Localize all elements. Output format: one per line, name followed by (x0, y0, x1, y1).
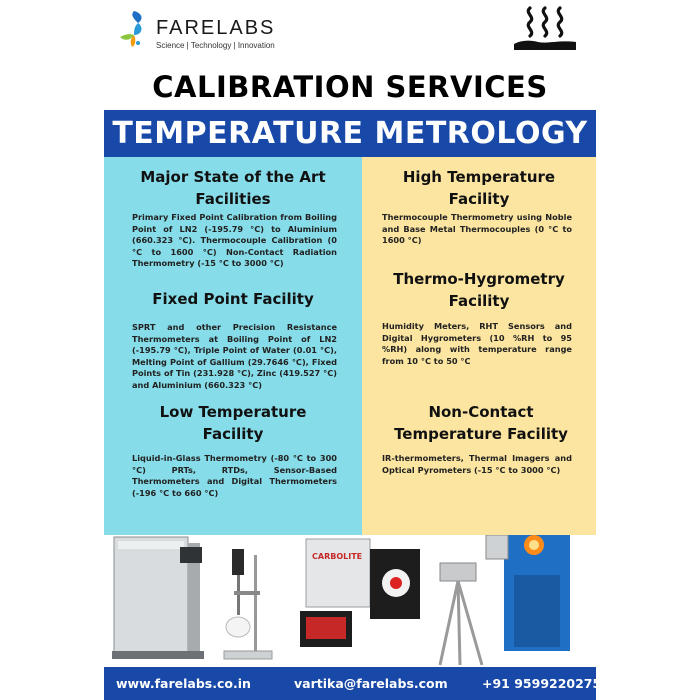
topic-banner: TEMPERATURE METROLOGY (104, 110, 596, 157)
stirrer-stand-image (224, 549, 272, 659)
section-body: Humidity Meters, RHT Sensors and Digital Hygrometers (10 %RH to 95 %RH) along with temperature range from 10 °C to 50 °C (382, 321, 572, 366)
farelabs-logo-icon (116, 9, 152, 49)
page-title: CALIBRATION SERVICES (152, 70, 548, 104)
section-body: IR-thermometers, Thermal Imagers and Optical Pyrometers (-15 °C to 3000 °C) (382, 453, 572, 475)
section-title: Thermo-Hygrometry Facility (393, 270, 565, 310)
section-title: Non-Contact Temperature Facility (394, 403, 568, 443)
carbolite-furnace-image (300, 539, 420, 647)
footer-bar (104, 667, 602, 700)
heat-surface-icon (512, 4, 578, 52)
brand-tagline: Science | Technology | Innovation (156, 41, 275, 50)
section-title: Major State of the Art Facilities (140, 168, 326, 208)
section-title: Low Temperature Facility (159, 403, 307, 443)
website-link[interactable]: www.farelabs.co.in (116, 676, 251, 691)
pyrometer-tripod-image (440, 563, 482, 665)
phone-number[interactable]: +91 9599220275 (482, 676, 602, 691)
header (0, 0, 700, 62)
brand-name: FARELABS (156, 17, 276, 39)
section-body: Liquid-in-Glass Thermometry (-80 °C to 300 °C) PRTs, RTDs, Sensor-Based Thermometers and Digital Thermometers (-196 °C to 660 °C) (132, 453, 337, 498)
section-body: Thermocouple Thermometry using Noble and Base Metal Thermocouples (0 °C to 1600 °C) (382, 212, 572, 246)
section-title: Fixed Point Facility (152, 290, 314, 308)
section-body: SPRT and other Precision Resistance Thermometers at Boiling Point of LN2 (-195.79 °C), Triple Point of Water (0.01 °C), Melting Point of Gallium (29.7646 °C), Fixed Points of Tin (231.928 °C), Zinc (419.527 °C) and Aluminium (660.323 °C) (132, 322, 337, 390)
section-title: High Temperature Facility (402, 168, 556, 208)
brand-logo[interactable] (116, 9, 296, 55)
calibration-bath-image (112, 537, 204, 659)
left-panel (104, 157, 362, 535)
section-body: Primary Fixed Point Calibration from Boiling Point of LN2 (-195.79 °C) to Aluminium (660.323 °C). Thermocouple Calibration (0 °C to 1600 °C) Non-Contact Radiation Thermometry (-15 °C to 3000 °C) (132, 212, 337, 269)
email-link[interactable]: vartika@farelabs.com (294, 676, 448, 691)
blackbody-cabinet-image (486, 535, 570, 651)
furnace-label: CARBOLITE (312, 552, 363, 561)
equipment-photos (104, 535, 596, 667)
right-panel (362, 157, 596, 535)
